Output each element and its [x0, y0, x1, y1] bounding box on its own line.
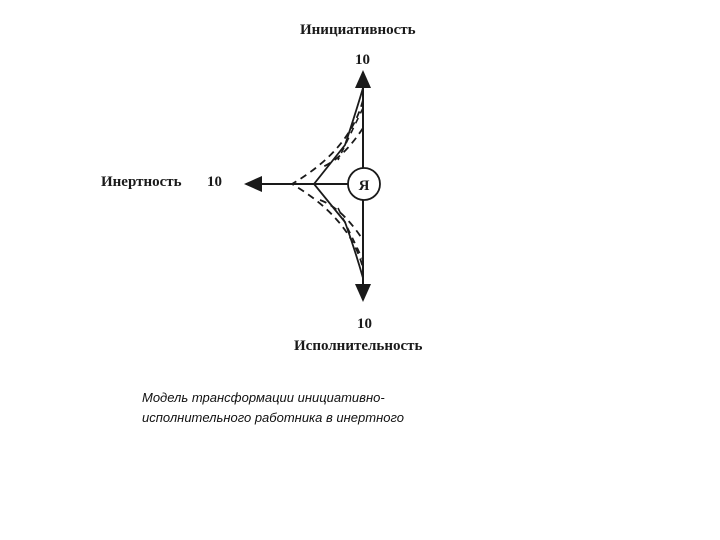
- executive-value: 10: [357, 316, 372, 332]
- caption-line-1: Модель трансформации инициативно-: [142, 390, 385, 405]
- self-label: Я: [358, 178, 370, 194]
- initiative-value: 10: [355, 52, 370, 68]
- executive-label: Исполнительность: [294, 338, 423, 354]
- initiative-label: Инициативность: [300, 22, 416, 38]
- inertness-label: Инертность: [101, 174, 182, 190]
- caption-line-2: исполнительного работника в инертного: [142, 410, 404, 425]
- figure-caption: [142, 388, 404, 428]
- inertness-value: 10: [207, 174, 222, 190]
